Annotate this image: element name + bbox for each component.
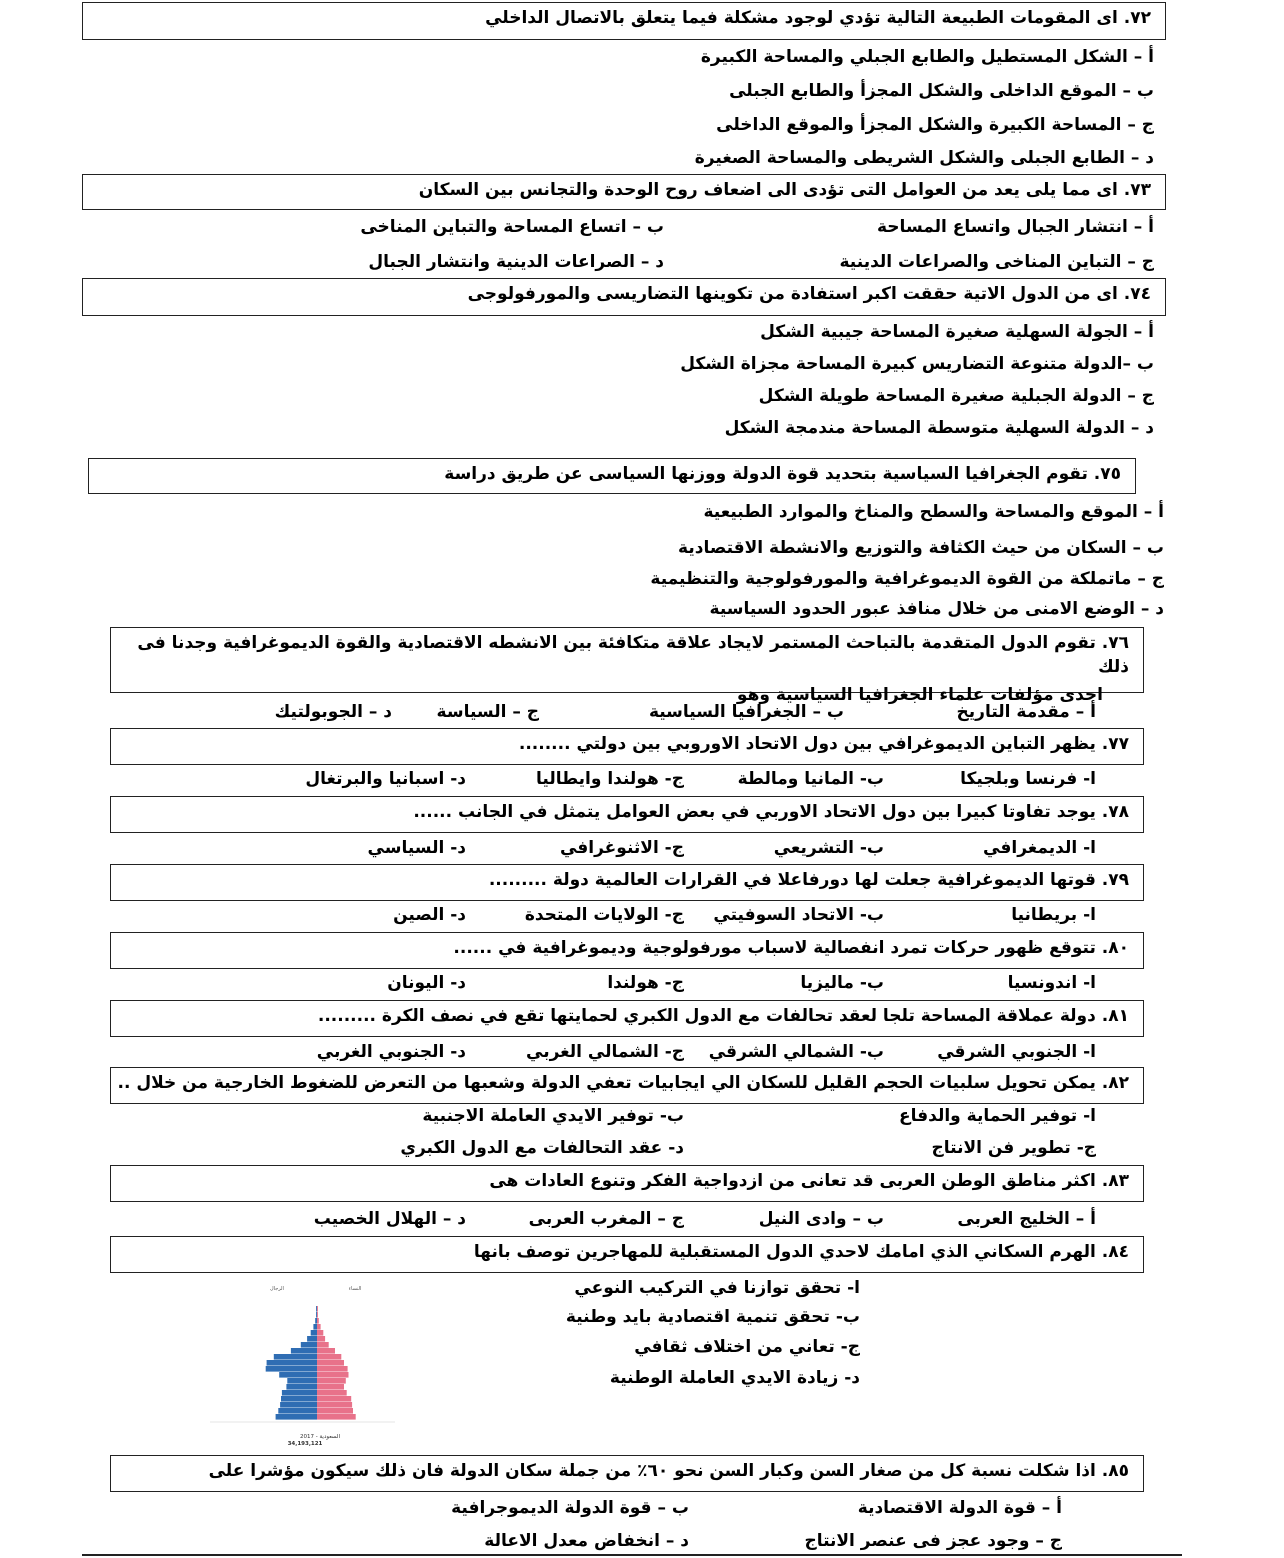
pyramid-female-bar (317, 1306, 318, 1312)
pyramid-male-bar (291, 1348, 317, 1354)
question-box (110, 1236, 1144, 1273)
option-c[interactable]: ج- الشمالي الغربي (526, 1042, 684, 1062)
pyramid-male-bar (313, 1324, 317, 1330)
option-a[interactable]: ا- بريطانيا (1011, 905, 1096, 925)
pyramid-female-bar (317, 1384, 344, 1390)
pyramid-female-bar (317, 1402, 352, 1408)
pyramid-male-bar (266, 1366, 317, 1372)
option-b[interactable]: ب- التشريعي (773, 838, 884, 858)
pyramid-country: السعودية - 2017 (299, 1434, 341, 1440)
question-number: ٨٢. (1101, 1073, 1129, 1093)
question-number: ٧٧. (1101, 734, 1129, 754)
question-box (110, 932, 1144, 969)
question-text: اى مما يلى يعد من العوامل التى تؤدى الى اضعاف روح الوحدة والتجانس بين السكان (418, 180, 1118, 200)
pyramid-male-bar (281, 1396, 317, 1402)
option-c[interactable]: ج – وجود عجز فى عنصر الانتاج (804, 1531, 1062, 1551)
question-text-continued: احدى مؤلفات علماء الجغرافيا السياسية وهو (736, 685, 1103, 705)
pyramid-bars (266, 1306, 356, 1420)
option-d[interactable]: د- زيادة الايدي العاملة الوطنية (609, 1368, 860, 1388)
question-text: اكثر مناطق الوطن العربى قد تعانى من ازدواجية الفكر وتنوع العادات هى (489, 1171, 1096, 1191)
option-d[interactable]: د- الجنوبي الغربي (316, 1042, 466, 1062)
pyramid-male-bar (280, 1402, 317, 1408)
option-c[interactable]: ج – المغرب العربى (528, 1209, 684, 1229)
question-box (110, 728, 1144, 765)
option-c[interactable]: ج- الاثنوغرافي (559, 838, 684, 858)
question-text: دولة عملاقة المساحة تلجا لعقد تحالفات مع الدول الكبري لحمايتها تقع في نصف الكرة ......... (317, 1006, 1096, 1026)
option-a[interactable]: ا- توفير الحماية والدفاع (899, 1106, 1096, 1126)
pyramid-female-bar (317, 1408, 353, 1414)
option-d[interactable]: د – الدولة السهلية متوسطة المساحة مندمجة الشكل (724, 418, 1154, 438)
question-number: ٧٢. (1123, 8, 1151, 28)
question-text: يظهر التباين الديموغرافي بين دول الاتحاد الاوروبي بين دولتي ........ (518, 734, 1096, 754)
pyramid-female-bar (317, 1372, 349, 1378)
question-box (82, 2, 1166, 40)
pyramid-male-bar (279, 1372, 317, 1378)
pyramid-female-bar (317, 1312, 318, 1318)
option-c[interactable]: ج – الدولة الجبلية صغيرة المساحة طويلة الشكل (758, 386, 1154, 406)
pyramid-male-bar (282, 1390, 317, 1396)
question-box (110, 1165, 1144, 1202)
pyramid-male-bar (287, 1378, 317, 1384)
option-c[interactable]: ج- تعاني من اختلاف ثقافي (634, 1337, 860, 1357)
pyramid-male-bar (274, 1354, 317, 1360)
option-b[interactable]: ب- المانيا ومالطة (737, 769, 884, 789)
option-d[interactable]: د- اليونان (387, 973, 466, 993)
option-b[interactable]: ب –الدولة متنوعة التضاريس كبيرة المساحة مجزاة الشكل (680, 354, 1154, 374)
question-box (110, 1000, 1144, 1037)
question-number: ٧٩. (1101, 870, 1129, 890)
pyramid-male-bar (316, 1312, 317, 1318)
option-c[interactable]: ج – السياسة (436, 702, 539, 722)
question-number: ٧٤. (1123, 284, 1151, 304)
option-c[interactable]: ج- هولندا وايطاليا (536, 769, 684, 789)
pyramid-female-bar (317, 1336, 325, 1342)
option-b[interactable]: ب- الشمالي الشرقي (708, 1042, 884, 1062)
question-text: اى من الدول الاتية حققت اكبر استفادة من تكوينها التضاريسى والمورفولوجى (467, 284, 1118, 304)
option-c[interactable]: ج- الولايات المتحدة (524, 905, 684, 925)
question-number: ٧٦. (1101, 633, 1129, 653)
question-text: يوجد تفاوتا كبيرا بين دول الاتحاد الاوربي في بعض العوامل يتمثل في الجانب ...... (413, 802, 1096, 822)
option-c[interactable]: ج- تطوير فن الانتاج (931, 1138, 1096, 1158)
question-number: ٨٤. (1101, 1242, 1129, 1262)
question-number: ٧٥. (1093, 464, 1121, 484)
pyramid-male-bar (316, 1306, 317, 1312)
question-text: تقوم الدول المتقدمة بالتباحث المستمر لايجاد علاقة متكافئة بين الانشطه الاقتصادية والقوة الديموغرافية وجدنا فى ذلك (137, 633, 1129, 677)
population-pyramid (195, 1280, 405, 1450)
pyramid-female-bar (317, 1390, 347, 1396)
option-a[interactable]: أ – انتشار الجبال واتساع المساحة (877, 217, 1154, 237)
pyramid-male-label: الرجال (270, 1286, 284, 1292)
question-number: ٨٠. (1101, 938, 1129, 958)
option-a[interactable]: أ – مقدمة التاريخ (956, 702, 1096, 722)
option-d[interactable]: د – الوضع الامنى من خلال منافذ عبور الحدود السياسية (709, 599, 1164, 619)
option-b[interactable]: ب – قوة الدولة الديموجرافية (451, 1498, 689, 1518)
option-b[interactable]: ب – السكان من حيث الكثافة والتوزيع والانشطة الاقتصادية (678, 538, 1164, 558)
question-number: ٨٣. (1101, 1171, 1129, 1191)
pyramid-female-bar (317, 1378, 346, 1384)
question-number: ٨٥. (1101, 1461, 1129, 1481)
pyramid-female-bar (317, 1414, 356, 1420)
pyramid-female-bar (317, 1318, 319, 1324)
option-b[interactable]: ب – الجغرافيا السياسية (648, 702, 844, 722)
option-d[interactable]: د- عقد التحالفات مع الدول الكبري (400, 1138, 684, 1158)
option-d[interactable]: د – الهلال الخصيب (313, 1209, 466, 1229)
pyramid-female-bar (317, 1366, 348, 1372)
question-number: ٧٨. (1101, 802, 1129, 822)
option-a[interactable]: ا- اندونسيا (1007, 973, 1096, 993)
option-a[interactable]: أ – الموقع والمساحة والسطح والمناخ والموارد الطبيعية (703, 502, 1164, 522)
bottom-rule (82, 1554, 1182, 1556)
option-c[interactable]: ج- هولندا (607, 973, 684, 993)
option-d[interactable]: د – انخفاض معدل الاعالة (484, 1531, 689, 1551)
option-b[interactable]: ب – اتساع المساحة والتباين المناخى (360, 217, 664, 237)
pyramid-female-bar (317, 1342, 329, 1348)
pyramid-male-bar (301, 1342, 317, 1348)
pyramid-population: 34,193,121 (287, 1441, 323, 1447)
option-a[interactable]: ا- الديمغرافي (983, 838, 1096, 858)
option-a[interactable]: أ – الخليج العربى (957, 1209, 1096, 1229)
pyramid-male-bar (278, 1408, 317, 1414)
option-d[interactable]: د – الصراعات الدينية وانتشار الجبال (368, 252, 664, 272)
pyramid-female-bar (317, 1330, 323, 1336)
option-d[interactable]: د- السياسي (367, 838, 466, 858)
option-a[interactable]: ا- الجنوبي الشرقي (937, 1042, 1096, 1062)
pyramid-male-bar (286, 1384, 317, 1390)
option-d[interactable]: د – الجوبولتيك (274, 702, 392, 722)
pyramid-female-bar (317, 1360, 344, 1366)
pyramid-female-bar (317, 1354, 341, 1360)
question-box (110, 864, 1144, 901)
question-text: اذا شكلت نسبة كل من صغار السن وكبار السن نحو ٦٠٪ من جملة سكان الدولة فان ذلك سيكون مؤشرا على (208, 1461, 1096, 1481)
question-text: يمكن تحويل سلبيات الحجم القليل للسكان الي ايجابيات تعفي الدولة وشعبها من التعرض للضغوط الخارجية من خلال .. (117, 1073, 1096, 1093)
option-a[interactable]: أ – قوة الدولة الاقتصادية (857, 1498, 1062, 1518)
option-b[interactable]: ب- الاتحاد السوفيتي (713, 905, 884, 925)
pyramid-male-bar (311, 1330, 317, 1336)
question-box (110, 627, 1144, 705)
question-text: تتوقع ظهور حركات تمرد انفصالية لاسباب مورفولوجية وديموغرافية في ...... (453, 938, 1096, 958)
option-d[interactable]: د- الصين (393, 905, 466, 925)
pyramid-female-bar (317, 1348, 335, 1354)
question-box (82, 278, 1166, 316)
question-text: الهرم السكاني الذي امامك لاحدي الدول المستقبلية للمهاجرين توصف بانها (473, 1242, 1096, 1262)
pyramid-male-bar (276, 1414, 317, 1420)
pyramid-male-bar (307, 1336, 317, 1342)
question-text: اى المقومات الطبيعة التالية تؤدي لوجود مشكلة فيما يتعلق بالاتصال الداخلي (485, 8, 1118, 28)
pyramid-female-bar (317, 1324, 321, 1330)
question-box (110, 1067, 1144, 1104)
question-box (110, 1455, 1144, 1492)
question-box (82, 174, 1166, 210)
question-text: قوتها الديموغرافية جعلت لها دورفاعلا في القرارات العالمية دولة ......... (488, 870, 1096, 890)
option-d[interactable]: د- اسبانيا والبرتغال (305, 769, 466, 789)
option-c[interactable]: ج – المساحة الكبيرة والشكل المجزأ والموقع الداخلى (716, 115, 1154, 135)
question-box (88, 458, 1136, 494)
question-box (110, 796, 1144, 833)
option-b[interactable]: ب – وادى النيل (758, 1209, 884, 1229)
option-b[interactable]: ب- ماليزيا (800, 973, 884, 993)
pyramid-male-bar (267, 1360, 317, 1366)
option-c[interactable]: ج – التباين المناخى والصراعات الدينية (839, 252, 1154, 272)
question-number: ٨١. (1101, 1006, 1129, 1026)
question-text: تقوم الجغرافيا السياسية بتحديد قوة الدولة ووزنها السياسى عن طريق دراسة (444, 464, 1088, 484)
question-number: ٧٣. (1123, 180, 1151, 200)
option-d[interactable]: د – الطابع الجبلى والشكل الشريطى والمساحة الصغيرة (694, 148, 1154, 168)
option-c[interactable]: ج – ماتملكة من القوة الديموغرافية والمورفولوجية والتنظيمية (650, 569, 1164, 589)
option-a[interactable]: أ – الجولة السهلية صغيرة المساحة جيبية الشكل (760, 322, 1154, 342)
option-a[interactable]: أ – الشكل المستطيل والطابع الجبلي والمساحة الكبيرة (700, 47, 1154, 67)
option-a[interactable]: ا- فرنسا وبلجيكا (960, 769, 1096, 789)
option-a[interactable]: ا- تحقق توازنا في التركيب النوعي (574, 1278, 860, 1298)
pyramid-male-bar (315, 1318, 317, 1324)
pyramid-female-label: النساء (348, 1286, 362, 1292)
option-b[interactable]: ب – الموقع الداخلى والشكل المجزأ والطابع الجبلى (729, 81, 1154, 101)
option-b[interactable]: ب- تحقق تنمية اقتصادية بايد وطنية (565, 1307, 860, 1327)
option-b[interactable]: ب- توفير الايدي العاملة الاجنبية (422, 1106, 684, 1126)
pyramid-female-bar (317, 1396, 351, 1402)
